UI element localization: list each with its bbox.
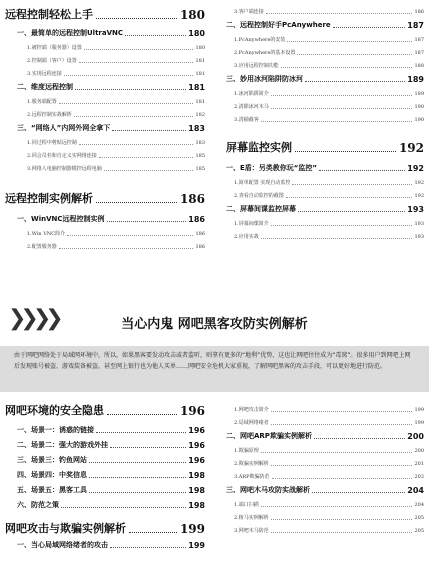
toc-item: 2.配置服务器 186 (27, 244, 205, 250)
toc-item: 3.网络人电脑控制器模控远程电脑 185 (27, 166, 205, 172)
toc-item: 2.同会员名和自定义实网络连接 185 (27, 153, 205, 159)
toc-item: 2.应用实战 193 (234, 234, 424, 240)
toc-item: 1.同过程中剪贴远控制 183 (27, 140, 205, 146)
section-heading: 远程控制实例解析 186 (5, 192, 205, 206)
toc-item: 2.远程控制实战解析 182 (27, 112, 205, 118)
toc-item: 1.服务端配置 181 (27, 99, 205, 105)
toc-item: 2.欺骗实例解析 201 (234, 461, 424, 467)
chapter-entry: 三、妙用冰河陷阱防冰河 189 (226, 75, 424, 84)
toc-item: 2.PcAnywhere的基本设置 187 (234, 50, 424, 56)
toc-item: 3.网吧木马防范 205 (234, 528, 424, 534)
toc-item: 1.屏幕间谍简介 193 (234, 221, 424, 227)
chapter-entry: 二、网吧ARP欺骗实例解析 200 (226, 432, 424, 441)
section-heading: 屏幕监控实例 192 (226, 141, 424, 155)
chevron-right-icon: ❯❯❯❯ (8, 306, 58, 331)
chapter-entry: 二、远程控制好手PcAnywhere 187 (226, 21, 424, 30)
chapter-entry: 三、“网络人”内网外网全拿下 183 (17, 124, 205, 133)
chapter-entry: 三、场景三：钓鱼网站 196 (17, 456, 205, 465)
toc-item: 1.PcAnywhere的安装 187 (234, 37, 424, 43)
chapter-entry: 二、屏幕间谍监控屏幕 193 (226, 205, 424, 214)
toc-item: 3.应用远程控制功能 188 (234, 63, 424, 69)
toc-item: 1.简单配置 实现自动监控 192 (234, 180, 424, 186)
section-heading: 远程控制轻松上手 180 (5, 8, 205, 22)
chapter-entry: 四、场景四：中奖信息 198 (17, 471, 205, 480)
toc-item: 2.清除冰河木马 190 (234, 104, 424, 110)
chapter-entry: 五、场景五：黑客工具 198 (17, 486, 205, 495)
chapter-entry: 二、维度远程控制 181 (17, 83, 205, 92)
toc-item: 1.Win VNC简介 186 (27, 231, 205, 237)
toc-item: 1.冰河陷阱简介 189 (234, 91, 424, 97)
toc-item: 3.ARP欺骗防范 202 (234, 474, 424, 480)
toc-item: 3.客户端连接 186 (234, 9, 424, 15)
toc-item: 1.欺骗原理 200 (234, 448, 424, 454)
toc-item: 3.清捕截客 190 (234, 117, 424, 123)
toc-item: 1.被控端（服务器）设置 180 (27, 45, 205, 51)
chapter-entry: 一、最简单的远程控制UltraVNC 180 (17, 29, 205, 38)
chapter-entry: 二、场景二：强大的游戏外挂 196 (17, 441, 205, 450)
toc-bottom-left (5, 400, 205, 550)
toc-item: 2.控制端（客户）设置 181 (27, 58, 205, 64)
chapter-entry: 一、WinVNC远程控制实例 186 (17, 215, 205, 224)
toc-bottom-right (226, 400, 424, 534)
section-heading: 网吧环境的安全隐患 196 (5, 404, 205, 418)
chapter-entry: 三、网吧木马攻防实战解析 204 (226, 486, 424, 495)
part-title: 当心内鬼 网吧黑客攻防实例解析 (121, 316, 308, 332)
part-intro: 由于网吧网络处于局域网环境中，所以，如果黑客要发动攻击或者监听，则拿有更多的“地利”优势，这也让网吧往往成为“毒窝”。很多用户到网吧上网后发现账号被盗、游戏装备被盗，甚至网上银行也为他人买单……网吧安全危机大家重视，了解网吧黑客的攻击手段，可以更好地进行防范。 (0, 346, 429, 392)
toc-top-right (226, 2, 424, 240)
toc-item: 1.网吧攻击简介 199 (234, 407, 424, 413)
toc-item: 3.实现远程连接 181 (27, 71, 205, 77)
toc-item: 1.端口扫描 204 (234, 502, 424, 508)
toc-item: 2.植马实例解析 205 (234, 515, 424, 521)
chapter-entry: 一、E盾：另类教你玩“监控” 192 (226, 164, 424, 173)
toc-item: 2.查看自动监控的截图 192 (234, 193, 424, 199)
toc-top-left (5, 4, 205, 250)
toc-item: 2.局域网络绪者 199 (234, 420, 424, 426)
chapter-entry: 一、当心局域网络绪者的攻击 199 (17, 541, 205, 550)
section-heading: 网吧攻击与欺骗实例解析 199 (5, 522, 205, 536)
part-banner (0, 300, 429, 344)
chapter-entry: 六、防范之策 198 (17, 501, 205, 510)
chapter-entry: 一、场景一：诱惑的链接 196 (17, 426, 205, 435)
